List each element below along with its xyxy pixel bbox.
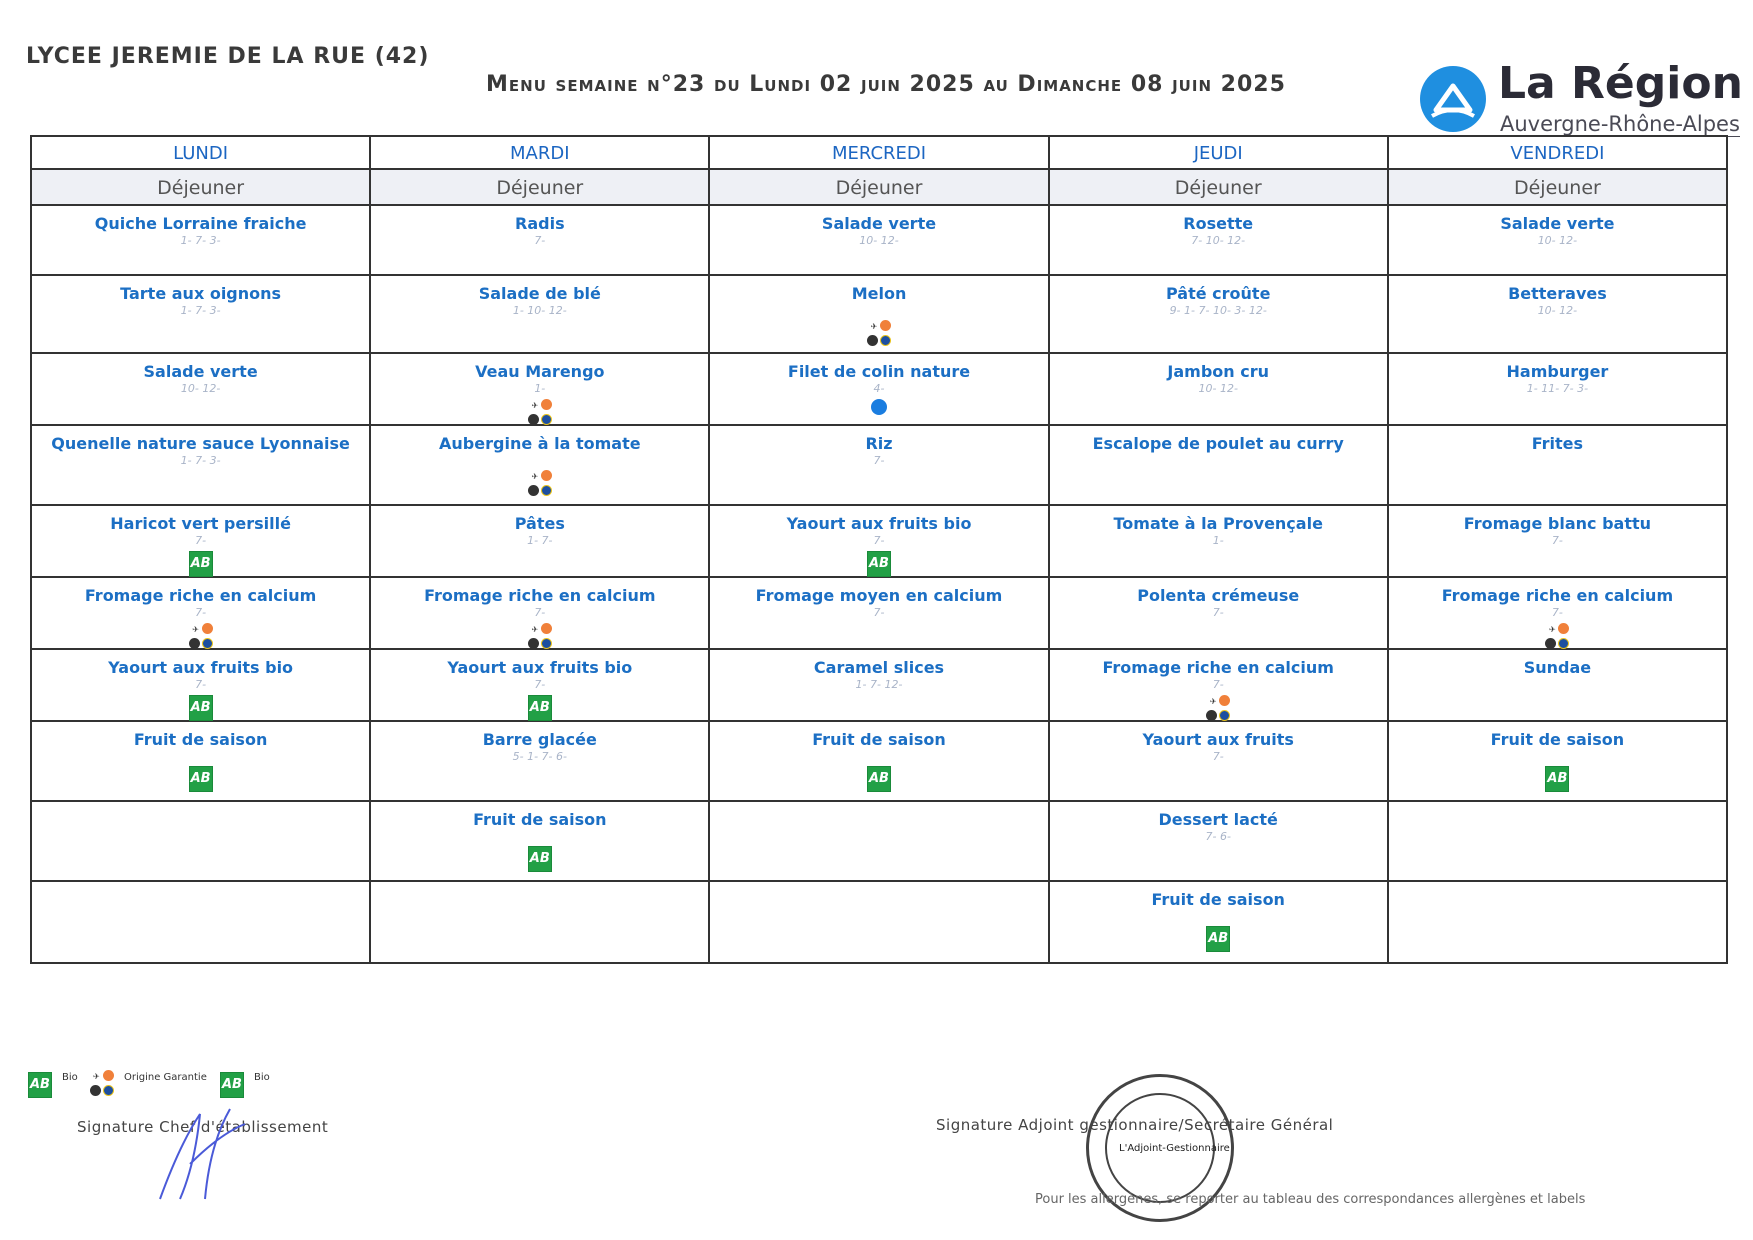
label-icons xyxy=(32,551,369,577)
allergen-codes: 7- xyxy=(1551,606,1563,619)
menu-row xyxy=(32,578,1726,650)
dish-name: Fromage riche en calcium xyxy=(1441,586,1674,605)
allergen-codes xyxy=(1389,454,1726,466)
dish-name: Escalope de poulet au curry xyxy=(1092,434,1344,453)
menu-cell xyxy=(1050,506,1389,578)
dish-name: Melon xyxy=(851,284,907,303)
menu-cell xyxy=(710,802,1049,882)
menu-cell xyxy=(1050,578,1389,650)
meal-header: Déjeuner xyxy=(1050,170,1389,206)
dish-name: Yaourt aux fruits bio xyxy=(447,658,633,677)
label-icons xyxy=(710,399,1047,415)
allergen-codes: 7- xyxy=(873,454,885,467)
menu-row xyxy=(32,882,1726,962)
menu-table xyxy=(30,135,1728,964)
dish-name: Tarte aux oignons xyxy=(120,284,282,303)
menu-row xyxy=(32,206,1726,276)
allergen-codes: 7- xyxy=(534,234,546,247)
dish-name: Polenta crémeuse xyxy=(1137,586,1300,605)
dish-name: Yaourt aux fruits xyxy=(1142,730,1294,749)
allergen-codes: 1- 11- 7- 3- xyxy=(1526,382,1589,395)
menu-cell xyxy=(1389,650,1726,722)
menu-cell xyxy=(32,802,371,882)
menu-cell xyxy=(710,882,1049,962)
allergen-codes: 1- 7- 3- xyxy=(180,304,221,317)
footer-note: Pour les allergènes, se reporter au tableau des correspondances allergènes et labels xyxy=(1035,1192,1586,1207)
dish-name: Sundae xyxy=(1523,658,1592,677)
signature-chef-label: Signature Chef d'établissement xyxy=(77,1118,329,1136)
dish-name: Fromage moyen en calcium xyxy=(755,586,1003,605)
menu-cell xyxy=(710,354,1049,426)
menu-row xyxy=(32,802,1726,882)
dish-name: Salade verte xyxy=(143,362,258,381)
allergen-codes: 7- xyxy=(1212,606,1224,619)
dish-name: Hamburger xyxy=(1506,362,1609,381)
allergen-codes xyxy=(710,750,1047,762)
menu-cell xyxy=(371,650,710,722)
menu-cell xyxy=(710,506,1049,578)
region-logo xyxy=(1420,58,1743,138)
menu-row xyxy=(32,276,1726,354)
allergen-codes: 7- 6- xyxy=(1205,830,1231,843)
dish-name: Dessert lacté xyxy=(1158,810,1278,829)
bio-label-icon: AB xyxy=(189,695,213,721)
bio-legend-label-2: Bio xyxy=(254,1072,270,1083)
dish-name: Yaourt aux fruits bio xyxy=(108,658,294,677)
menu-cell xyxy=(32,354,371,426)
day-header: MERCREDI xyxy=(710,137,1049,170)
allergen-codes: 9- 1- 7- 10- 3- 12- xyxy=(1169,304,1267,317)
menu-cell xyxy=(1050,650,1389,722)
allergen-codes: 7- xyxy=(195,678,207,691)
menu-cell xyxy=(1050,722,1389,802)
allergen-codes xyxy=(710,891,1047,903)
day-header: VENDREDI xyxy=(1389,137,1726,170)
allergen-codes xyxy=(1389,891,1726,903)
allergen-codes: 7- xyxy=(873,606,885,619)
dish-name: Fruit de saison xyxy=(1490,730,1625,749)
menu-cell xyxy=(1050,802,1389,882)
menu-cell xyxy=(32,650,371,722)
menu-cell xyxy=(32,722,371,802)
bio-label-icon: AB xyxy=(1206,926,1230,952)
day-header-row xyxy=(32,137,1726,170)
menu-cell xyxy=(1389,722,1726,802)
label-icons xyxy=(1389,623,1726,653)
day-header: LUNDI xyxy=(32,137,371,170)
dish-name: Barre glacée xyxy=(482,730,597,749)
handwritten-signature xyxy=(150,1104,260,1208)
menu-row xyxy=(32,426,1726,506)
menu-cell xyxy=(1050,206,1389,276)
menu-cell xyxy=(1050,276,1389,354)
origine-garantie-icon: ✈ xyxy=(526,470,554,500)
label-icons xyxy=(710,320,1047,350)
menu-cell xyxy=(32,426,371,506)
menu-cell xyxy=(371,882,710,962)
origine-garantie-icon: ✈ xyxy=(526,399,554,429)
menu-cell xyxy=(710,276,1049,354)
menu-cell xyxy=(32,206,371,276)
allergen-codes xyxy=(710,304,1047,316)
bio-legend-icon-2 xyxy=(220,1072,244,1098)
menu-row xyxy=(32,506,1726,578)
allergen-codes xyxy=(710,811,1047,823)
label-icons xyxy=(371,623,708,653)
menu-cell xyxy=(710,578,1049,650)
label-icons xyxy=(710,766,1047,792)
allergen-codes xyxy=(371,891,708,903)
label-icons xyxy=(1050,926,1387,952)
menu-cell xyxy=(371,722,710,802)
allergen-codes: 10- 12- xyxy=(1198,382,1238,395)
menu-cell xyxy=(371,276,710,354)
allergen-codes: 10- 12- xyxy=(1537,304,1578,317)
allergen-codes xyxy=(371,830,708,842)
label-icons xyxy=(710,551,1047,577)
menu-row xyxy=(32,354,1726,426)
menu-cell xyxy=(371,426,710,506)
label-icons xyxy=(32,766,369,792)
allergen-codes xyxy=(32,750,369,762)
dish-name: Rosette xyxy=(1183,214,1254,233)
dish-name: Caramel slices xyxy=(813,658,945,677)
bio-label-icon: AB xyxy=(1545,766,1569,792)
menu-cell xyxy=(710,722,1049,802)
allergen-codes xyxy=(1050,454,1387,466)
menu-cell xyxy=(1050,882,1389,962)
dish-name: Salade de blé xyxy=(478,284,601,303)
dish-name: Fromage blanc battu xyxy=(1463,514,1652,533)
dish-name: Fruit de saison xyxy=(133,730,268,749)
menu-cell xyxy=(371,354,710,426)
origine-garantie-icon: ✈ xyxy=(526,623,554,653)
allergen-codes xyxy=(371,454,708,466)
allergen-codes xyxy=(32,891,369,903)
allergen-codes: 10- 12- xyxy=(180,382,221,395)
dish-name: Frites xyxy=(1531,434,1584,453)
dish-name: Veau Marengo xyxy=(475,362,605,381)
menu-cell xyxy=(1389,578,1726,650)
signature-adjoint-label: Signature Adjoint gestionnaire/Secrétaire Général xyxy=(936,1116,1334,1134)
allergen-codes xyxy=(32,811,369,823)
menu-cell xyxy=(32,882,371,962)
ab-logo: AB xyxy=(220,1072,244,1098)
menu-cell xyxy=(32,276,371,354)
menu-cell xyxy=(371,206,710,276)
menu-cell xyxy=(1389,426,1726,506)
region-logo-icon xyxy=(1420,66,1486,132)
ab-logo: AB xyxy=(28,1072,52,1098)
meal-header: Déjeuner xyxy=(1389,170,1726,206)
dish-name: Fromage riche en calcium xyxy=(84,586,317,605)
allergen-codes: 7- xyxy=(195,534,207,547)
origin-legend-icon: ✈ xyxy=(88,1070,116,1100)
dish-name: Aubergine à la tomate xyxy=(439,434,641,453)
menu-rows xyxy=(32,206,1726,962)
dish-name: Haricot vert persillé xyxy=(110,514,291,533)
menu-cell xyxy=(1050,354,1389,426)
bio-label-icon: AB xyxy=(189,766,213,792)
bio-legend-icon xyxy=(28,1072,52,1098)
allergen-codes: 5- 1- 7- 6- xyxy=(512,750,567,763)
dish-name: Filet de colin nature xyxy=(787,362,971,381)
dish-name: Fruit de saison xyxy=(812,730,946,749)
allergen-codes xyxy=(1389,750,1726,762)
allergen-codes: 1- 7- xyxy=(527,534,553,547)
school-name: LYCEE JEREMIE DE LA RUE (42) xyxy=(26,44,430,69)
bio-label-icon: AB xyxy=(528,846,552,872)
allergen-codes: 10- 12- xyxy=(1537,234,1578,247)
dish-name: Salade verte xyxy=(1500,214,1615,233)
menu-row xyxy=(32,722,1726,802)
bio-label-icon: AB xyxy=(189,551,213,577)
allergen-codes: 1- xyxy=(534,382,546,395)
menu-cell xyxy=(32,578,371,650)
day-header: MARDI xyxy=(371,137,710,170)
label-icons xyxy=(32,695,369,721)
label-icons xyxy=(371,695,708,721)
allergen-codes: 1- 7- 3- xyxy=(180,454,221,467)
menu-cell xyxy=(710,650,1049,722)
allergen-codes: 7- xyxy=(534,678,546,691)
bio-label-icon: AB xyxy=(528,695,552,721)
dish-name: Pâtes xyxy=(514,514,565,533)
region-logo-main: La Région xyxy=(1498,58,1743,109)
menu-cell xyxy=(32,506,371,578)
allergen-codes: 7- xyxy=(1212,750,1224,763)
dish-name: Yaourt aux fruits bio xyxy=(786,514,972,533)
menu-row xyxy=(32,650,1726,722)
dish-name: Fromage riche en calcium xyxy=(424,586,656,605)
label-icons xyxy=(371,399,708,429)
day-header: JEUDI xyxy=(1050,137,1389,170)
menu-cell xyxy=(1389,882,1726,962)
origine-garantie-icon: ✈ xyxy=(1204,695,1232,725)
origin-legend-label: Origine Garantie xyxy=(124,1072,207,1083)
allergen-codes: 7- xyxy=(1551,534,1563,547)
origine-garantie-icon: ✈ xyxy=(187,623,215,653)
allergen-codes: 7- xyxy=(534,606,546,619)
label-icons xyxy=(32,623,369,653)
menu-cell xyxy=(1389,506,1726,578)
label-icons xyxy=(371,470,708,500)
allergen-codes: 10- 12- xyxy=(859,234,899,247)
label-icons xyxy=(1050,695,1387,725)
stamp-text: L'Adjoint-Gestionnaire xyxy=(1119,1143,1230,1154)
bio-legend-label: Bio xyxy=(62,1072,78,1083)
allergen-codes: 7- xyxy=(1212,678,1224,691)
bio-label-icon: AB xyxy=(867,551,891,577)
menu-cell xyxy=(371,802,710,882)
menu-cell xyxy=(710,206,1049,276)
dish-name: Betteraves xyxy=(1508,284,1607,303)
allergen-codes: 1- 7- 12- xyxy=(855,678,903,691)
dish-name: Fruit de saison xyxy=(473,810,607,829)
allergen-codes xyxy=(1050,910,1387,922)
dish-name: Quenelle nature sauce Lyonnaise xyxy=(51,434,350,453)
allergen-codes: 1- xyxy=(1212,534,1224,547)
origine-garantie-icon: ✈ xyxy=(1543,623,1571,653)
meal-header: Déjeuner xyxy=(710,170,1049,206)
dish-name: Tomate à la Provençale xyxy=(1113,514,1323,533)
menu-cell xyxy=(1389,206,1726,276)
allergen-codes: 1- 10- 12- xyxy=(512,304,567,317)
meal-header: Déjeuner xyxy=(32,170,371,206)
allergen-codes: 7- xyxy=(873,534,885,547)
dish-name: Fromage riche en calcium xyxy=(1102,658,1334,677)
menu-cell xyxy=(1389,276,1726,354)
allergen-codes: 7- xyxy=(195,606,207,619)
dish-name: Salade verte xyxy=(821,214,937,233)
allergen-codes: 1- 7- 3- xyxy=(180,234,221,247)
dish-name: Pâté croûte xyxy=(1166,284,1271,303)
menu-cell xyxy=(371,578,710,650)
dish-name: Quiche Lorraine fraiche xyxy=(94,214,307,233)
bio-label-icon: AB xyxy=(867,766,891,792)
dish-name: Fruit de saison xyxy=(1151,890,1285,909)
allergen-codes xyxy=(1389,678,1726,690)
menu-title: Menu semaine n°23 du Lundi 02 juin 2025 au Dimanche 08 juin 2025 xyxy=(486,72,1286,97)
meal-header-row xyxy=(32,170,1726,206)
label-icons xyxy=(1389,766,1726,792)
menu-cell xyxy=(1389,354,1726,426)
msc-fish-icon xyxy=(871,399,887,415)
menu-cell xyxy=(1389,802,1726,882)
meal-header: Déjeuner xyxy=(371,170,710,206)
dish-name: Jambon cru xyxy=(1167,362,1269,381)
menu-cell xyxy=(371,506,710,578)
dish-name: Riz xyxy=(865,434,893,453)
origine-garantie-icon: ✈ xyxy=(865,320,893,350)
menu-cell xyxy=(710,426,1049,506)
allergen-codes: 4- xyxy=(873,382,885,395)
allergen-codes xyxy=(1389,811,1726,823)
menu-cell xyxy=(1050,426,1389,506)
allergen-codes: 7- 10- 12- xyxy=(1191,234,1246,247)
region-logo-sub: Auvergne-Rhône-Alpes xyxy=(1500,112,1740,136)
label-icons xyxy=(371,846,708,872)
dish-name: Radis xyxy=(515,214,565,233)
